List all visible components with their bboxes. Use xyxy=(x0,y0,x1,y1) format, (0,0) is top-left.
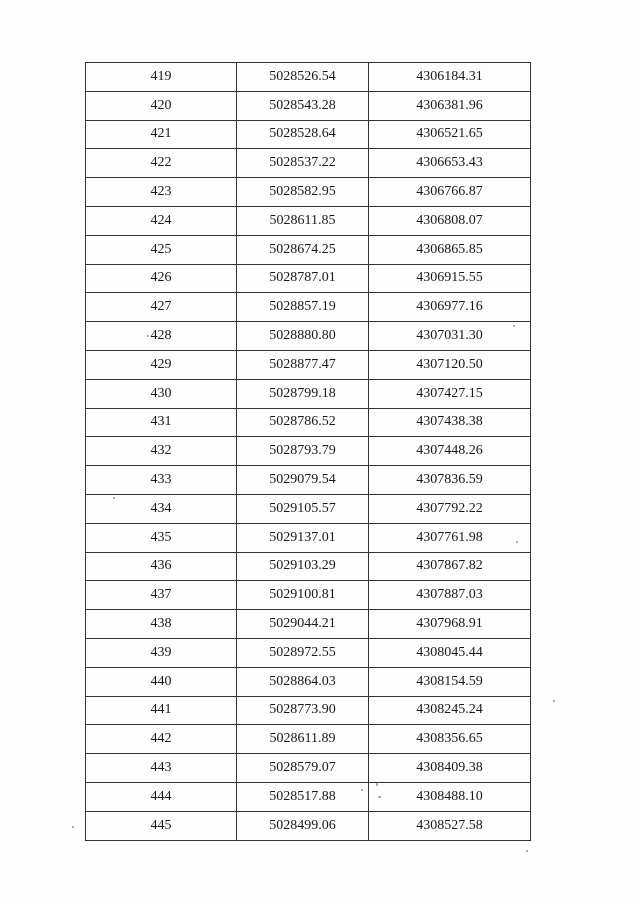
y-coordinate-cell: 4306521.65 xyxy=(369,120,531,149)
table-row xyxy=(86,63,531,92)
table-row xyxy=(86,552,531,581)
x-coordinate-cell: 5028786.52 xyxy=(237,408,369,437)
table-row xyxy=(86,408,531,437)
x-coordinate-cell: 5028611.85 xyxy=(237,206,369,235)
x-coordinate-cell: 5029100.81 xyxy=(237,581,369,610)
y-coordinate-cell: 4307867.82 xyxy=(369,552,531,581)
y-coordinate-cell: 4308527.58 xyxy=(369,811,531,840)
point-number-cell: 426 xyxy=(86,264,237,293)
x-coordinate-cell: 5028579.07 xyxy=(237,754,369,783)
y-coordinate-cell: 4308154.59 xyxy=(369,667,531,696)
point-number-cell: 433 xyxy=(86,466,237,495)
point-number-cell: 428 xyxy=(86,322,237,351)
point-number-cell: 440 xyxy=(86,667,237,696)
table-row xyxy=(86,782,531,811)
table-row xyxy=(86,610,531,639)
y-coordinate-cell: 4308409.38 xyxy=(369,754,531,783)
table-row xyxy=(86,523,531,552)
point-number-cell: 434 xyxy=(86,494,237,523)
table-row xyxy=(86,667,531,696)
y-coordinate-cell: 4308356.65 xyxy=(369,725,531,754)
x-coordinate-cell: 5028864.03 xyxy=(237,667,369,696)
x-coordinate-cell: 5028528.64 xyxy=(237,120,369,149)
table-row xyxy=(86,754,531,783)
point-number-cell: 420 xyxy=(86,91,237,120)
table-row xyxy=(86,293,531,322)
x-coordinate-cell: 5029137.01 xyxy=(237,523,369,552)
scan-speck xyxy=(376,783,378,786)
scan-speck xyxy=(516,541,518,543)
point-number-cell: 427 xyxy=(86,293,237,322)
point-number-cell: 431 xyxy=(86,408,237,437)
y-coordinate-cell: 4307968.91 xyxy=(369,610,531,639)
y-coordinate-cell: 4306865.85 xyxy=(369,235,531,264)
x-coordinate-cell: 5028793.79 xyxy=(237,437,369,466)
point-number-cell: 436 xyxy=(86,552,237,581)
table-row xyxy=(86,638,531,667)
point-number-cell: 422 xyxy=(86,149,237,178)
y-coordinate-cell: 4308245.24 xyxy=(369,696,531,725)
x-coordinate-cell: 5028787.01 xyxy=(237,264,369,293)
point-number-cell: 425 xyxy=(86,235,237,264)
y-coordinate-cell: 4306653.43 xyxy=(369,149,531,178)
y-coordinate-cell: 4306977.16 xyxy=(369,293,531,322)
point-number-cell: 437 xyxy=(86,581,237,610)
y-coordinate-cell: 4306808.07 xyxy=(369,206,531,235)
point-number-cell: 439 xyxy=(86,638,237,667)
x-coordinate-cell: 5029103.29 xyxy=(237,552,369,581)
x-coordinate-cell: 5028880.80 xyxy=(237,322,369,351)
point-number-cell: 429 xyxy=(86,350,237,379)
point-number-cell: 435 xyxy=(86,523,237,552)
table-row xyxy=(86,178,531,207)
table-row xyxy=(86,149,531,178)
table-row xyxy=(86,494,531,523)
x-coordinate-cell: 5028543.28 xyxy=(237,91,369,120)
point-number-cell: 419 xyxy=(86,63,237,92)
point-number-cell: 444 xyxy=(86,782,237,811)
x-coordinate-cell: 5028499.06 xyxy=(237,811,369,840)
y-coordinate-cell: 4306915.55 xyxy=(369,264,531,293)
coordinate-table-body xyxy=(86,63,531,841)
scan-speck xyxy=(147,335,149,337)
scan-speck xyxy=(72,826,74,828)
x-coordinate-cell: 5028799.18 xyxy=(237,379,369,408)
y-coordinate-cell: 4308488.10 xyxy=(369,782,531,811)
scan-speck xyxy=(526,850,528,852)
x-coordinate-cell: 5029044.21 xyxy=(237,610,369,639)
point-number-cell: 423 xyxy=(86,178,237,207)
y-coordinate-cell: 4307836.59 xyxy=(369,466,531,495)
y-coordinate-cell: 4307792.22 xyxy=(369,494,531,523)
scan-speck xyxy=(513,325,515,327)
table-row xyxy=(86,322,531,351)
point-number-cell: 443 xyxy=(86,754,237,783)
x-coordinate-cell: 5028611.89 xyxy=(237,725,369,754)
y-coordinate-cell: 4307448.26 xyxy=(369,437,531,466)
x-coordinate-cell: 5028972.55 xyxy=(237,638,369,667)
table-row xyxy=(86,811,531,840)
point-number-cell: 432 xyxy=(86,437,237,466)
point-number-cell: 421 xyxy=(86,120,237,149)
x-coordinate-cell: 5028857.19 xyxy=(237,293,369,322)
coordinate-table xyxy=(85,62,531,841)
scan-speck xyxy=(378,796,381,798)
table-row xyxy=(86,235,531,264)
table-row xyxy=(86,437,531,466)
y-coordinate-cell: 4307427.15 xyxy=(369,379,531,408)
point-number-cell: 441 xyxy=(86,696,237,725)
y-coordinate-cell: 4307438.38 xyxy=(369,408,531,437)
x-coordinate-cell: 5029105.57 xyxy=(237,494,369,523)
y-coordinate-cell: 4306766.87 xyxy=(369,178,531,207)
point-number-cell: 445 xyxy=(86,811,237,840)
y-coordinate-cell: 4307887.03 xyxy=(369,581,531,610)
x-coordinate-cell: 5028877.47 xyxy=(237,350,369,379)
table-row xyxy=(86,725,531,754)
y-coordinate-cell: 4307031.30 xyxy=(369,322,531,351)
point-number-cell: 442 xyxy=(86,725,237,754)
table-row xyxy=(86,581,531,610)
point-number-cell: 430 xyxy=(86,379,237,408)
table-row xyxy=(86,120,531,149)
point-number-cell: 438 xyxy=(86,610,237,639)
table-row xyxy=(86,379,531,408)
y-coordinate-cell: 4307120.50 xyxy=(369,350,531,379)
table-row xyxy=(86,350,531,379)
x-coordinate-cell: 5028526.54 xyxy=(237,63,369,92)
y-coordinate-cell: 4307761.98 xyxy=(369,523,531,552)
table-row xyxy=(86,91,531,120)
scan-speck xyxy=(361,789,363,791)
table-row xyxy=(86,206,531,235)
y-coordinate-cell: 4308045.44 xyxy=(369,638,531,667)
table-row xyxy=(86,696,531,725)
x-coordinate-cell: 5028773.90 xyxy=(237,696,369,725)
y-coordinate-cell: 4306184.31 xyxy=(369,63,531,92)
x-coordinate-cell: 5028674.25 xyxy=(237,235,369,264)
table-row xyxy=(86,466,531,495)
x-coordinate-cell: 5028537.22 xyxy=(237,149,369,178)
x-coordinate-cell: 5028582.95 xyxy=(237,178,369,207)
x-coordinate-cell: 5028517.88 xyxy=(237,782,369,811)
point-number-cell: 424 xyxy=(86,206,237,235)
scan-speck xyxy=(553,700,555,702)
x-coordinate-cell: 5029079.54 xyxy=(237,466,369,495)
table-row xyxy=(86,264,531,293)
scan-speck xyxy=(113,497,115,499)
y-coordinate-cell: 4306381.96 xyxy=(369,91,531,120)
